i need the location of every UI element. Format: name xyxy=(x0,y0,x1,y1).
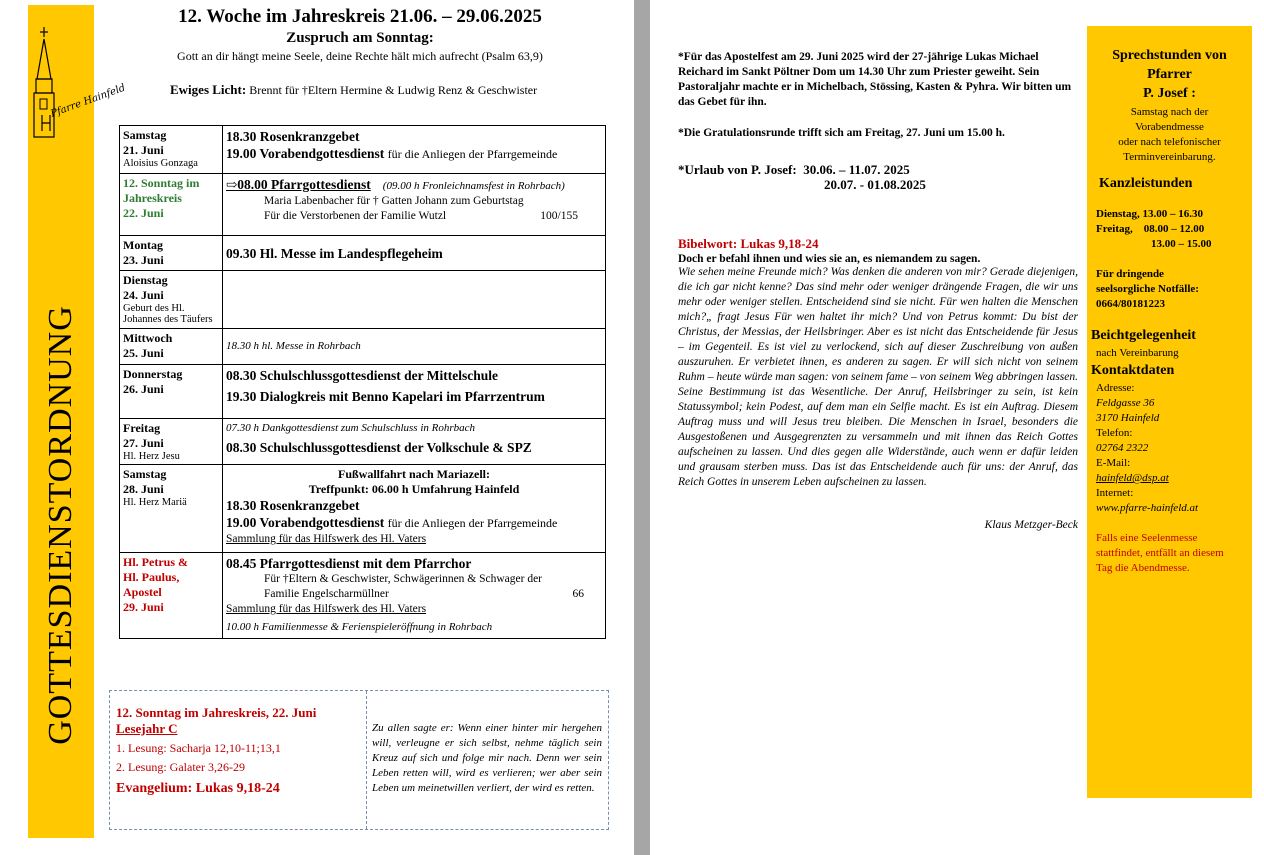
confession-title: Beichtgelegenheit xyxy=(1091,328,1196,343)
mass-note: Tag die Abendmesse. xyxy=(1096,562,1190,574)
address-line: Feldgasse 36 xyxy=(1096,397,1155,409)
web-link[interactable]: www.pfarre-hainfeld.at xyxy=(1096,502,1199,514)
day-cell: Samstag 28. Juni Hl. Herz Mariä xyxy=(120,465,223,553)
emergency-phone: 0664/80181223 xyxy=(1096,298,1166,310)
gospel-quote: Zu allen sagte er: Wenn einer hinter mir hergehen will, verleugne er sich selbst, nehme täglich sein Kreuz auf sich und folge mir nach. Denn wer sein Leben retten will, wird es verlieren; wer aber sein Leben um meinetwillen verliert, der wird es retten. xyxy=(372,722,602,794)
office-hours: Dienstag, 13.00 – 16.30 xyxy=(1096,208,1203,220)
table-row xyxy=(120,271,606,329)
event-cell xyxy=(223,271,606,329)
day-cell: 12. Sonntag im Jahreskreis 22. Juni xyxy=(120,174,223,236)
table-row xyxy=(120,419,606,465)
sunday-quote: Gott an dir hängt meine Seele, deine Rechte hält mich aufrecht (Psalm 63,9) xyxy=(177,49,543,63)
table-row xyxy=(120,553,606,639)
event-cell: Fußwallfahrt nach Mariazell: Treffpunkt: 06.00 h Umfahrung Hainfeld 18.30 Rosenkranzgebet 19.00 Vorabendgottesdienst für die Anliegen der Pfarrgemeinde Sammlung für das Hilfswerk des Hl. Vaters xyxy=(223,465,606,553)
office-hours: Freitag, 08.00 – 12.00 xyxy=(1096,223,1205,235)
office-title: Kanzleistunden xyxy=(1099,176,1193,191)
bible-author: Klaus Metzger-Beck xyxy=(984,519,1078,531)
day-cell: Hl. Petrus & Hl. Paulus, Apostel 29. Juni xyxy=(120,553,223,639)
event-cell: ⇨08.00 Pfarrgottesdienst (09.00 h Fronleichnamsfest in Rohrbach) Maria Labenbacher für † Gatten Johann zum Geburtstag Für die Verstorbenen der Familie Wutzl 100/155 xyxy=(223,174,606,236)
day-cell: Montag 23. Juni xyxy=(120,236,223,271)
mass-note: Falls eine Seelenmesse xyxy=(1096,532,1198,544)
readings-box xyxy=(109,690,609,830)
day-cell: Dienstag 24. Juni Geburt des Hl. Johannes des Täufers xyxy=(120,271,223,329)
ordination-notice: *Für das Apostelfest am 29. Juni 2025 wird der 27-jährige Lukas Michael Reichard im Sankt Pöltner Dom um 14.30 Uhr zum Priester geweiht. Sein Pastoraljahr machte er in Michelbach, Stössing, Kasten & Pyhra. Wir bitten um das Gebet für ihn. xyxy=(678,51,1072,108)
emergency-text: Für dringende xyxy=(1096,268,1164,280)
phone-number: 02764 2322 xyxy=(1096,442,1149,454)
logo-text: Pfarre Hainfeld xyxy=(49,82,127,120)
mass-note: stattfindet, entfällt an diesem xyxy=(1096,547,1224,559)
congrats-notice: *Die Gratulationsrunde trifft sich am Freitag, 27. Juni um 15.00 h. xyxy=(678,127,1005,139)
reading-2: 2. Lesung: Galater 3,26-29 xyxy=(116,760,245,774)
email-label: E-Mail: xyxy=(1096,457,1131,469)
event-cell: 07.30 h Dankgottesdienst zum Schulschluss in Rohrbach 08.30 Schulschlussgottesdienst der Volkschule & SPZ xyxy=(223,419,606,465)
eternal-light-label: Ewiges Licht: xyxy=(170,82,247,97)
contact-title: Kontaktdaten xyxy=(1091,363,1175,378)
schedule-table xyxy=(119,125,606,639)
eternal-light xyxy=(170,82,537,98)
table-row xyxy=(120,174,606,236)
hours-text: Terminvereinbarung. xyxy=(1123,151,1216,163)
day-cell: Donnerstag 26. Juni xyxy=(120,365,223,419)
table-row xyxy=(120,465,606,553)
sidebar-title: P. Josef : xyxy=(1143,86,1196,101)
day-cell: Mittwoch 25. Juni xyxy=(120,329,223,365)
event-cell: 08.45 Pfarrgottesdienst mit dem Pfarrchor Für †Eltern & Geschwister, Schwägerinnen & Schwager der Familie Engelscharmüllner 66 Sammlung für das Hilfswerk des Hl. Vaters 10.00 h Familienmesse & Ferienspieleröffnung in Rohrbach xyxy=(223,553,606,639)
event-cell: 08.30 Schulschlussgottesdienst der Mittelschule 19.30 Dialogkreis mit Benno Kapelari im Pfarrzentrum xyxy=(223,365,606,419)
address-label: Adresse: xyxy=(1096,382,1135,394)
table-row xyxy=(120,365,606,419)
sidebar-title: Sprechstunden von xyxy=(1112,48,1227,63)
hours-text: oder nach telefonischer xyxy=(1118,136,1221,148)
address-line: 3170 Hainfeld xyxy=(1096,412,1160,424)
vacation-notice: *Urlaub von P. Josef: 30.06. – 11.07. 2025 20.07. - 01.08.2025 xyxy=(678,162,926,192)
event-cell: 09.30 Hl. Messe im Landespflegeheim xyxy=(223,236,606,271)
eternal-light-text: Brennt für †Eltern Hermine & Ludwig Renz & Geschwister xyxy=(249,83,538,97)
readings-year: Lesejahr C xyxy=(116,721,178,736)
day-cell: Freitag 27. Juni Hl. Herz Jesu xyxy=(120,419,223,465)
web-label: Internet: xyxy=(1096,487,1134,499)
day-cell: Samstag 21. Juni Aloisius Gonzaga xyxy=(120,126,223,174)
bible-title: Bibelwort: Lukas 9,18-24 xyxy=(678,236,819,251)
gospel: Evangelium: Lukas 9,18-24 xyxy=(116,781,280,796)
email-link[interactable]: hainfeld@dsp.at xyxy=(1096,472,1169,484)
sidebar-title: Pfarrer xyxy=(1147,67,1192,82)
right-page xyxy=(650,0,1264,855)
event-cell: 18.30 Rosenkranzgebet 19.00 Vorabendgottesdienst für die Anliegen der Pfarrgemeinde xyxy=(223,126,606,174)
info-sidebar xyxy=(1087,26,1252,798)
table-row xyxy=(120,126,606,174)
readings-list xyxy=(116,705,362,797)
bible-lead: Doch er befahl ihnen und wies sie an, es niemandem zu sagen. xyxy=(678,253,981,265)
confession-text: nach Vereinbarung xyxy=(1096,347,1179,359)
phone-label: Telefon: xyxy=(1096,427,1133,439)
readings-title: 12. Sonntag im Jahreskreis, 22. Juni xyxy=(116,705,317,720)
hours-text: Vorabendmesse xyxy=(1135,121,1204,133)
reading-1: 1. Lesung: Sacharja 12,10-11;13,1 xyxy=(116,741,281,755)
table-row xyxy=(120,236,606,271)
vertical-title: GOTTESDIENSTORDNUNG xyxy=(42,305,79,745)
office-hours: 13.00 – 15.00 xyxy=(1151,238,1212,250)
week-title: 12. Woche im Jahreskreis 21.06. – 29.06.2025 xyxy=(178,6,542,27)
bible-text: Wie sehen meine Freunde mich? Was denken die anderen von mir? Gerade diejenigen, die ich gar nicht kenne? Das sind mehr oder weniger drängende Fragen, die wir uns mehr oder weniger stellen. Entscheidend sind sie nicht. Für wen halten die Menschen mich?„ fragt Jesus Für wen haltet ihr mich? Und von Petrus kommt: Du bist der Christus, der Messias, der Heilsbringer. Aber es ist nicht das Entscheidende für Jesus – im Gegenteil. Es ist viel zu verlockend, sich auf dieser Zuschreibung von außen auszuruhen. Er verbietet ihnen, es anderen zu sagen. Er will sich nicht von seinem Ruhm – heute würde man sagen: von seinem fame – von seinem Weg abbringen lassen. Seine Bestimmung ist das Wesentliche. Der Anruf, Heilsbringer zu sein, ist kein Statussymbol; kein Podest, auf dem man ein Selfie macht. Es ist ein Auftrag. Diesem Auftrag muss und will Jesus treu bleiben. Die Menschen in Israel, besonders die Ausgestoßenen und Ausgegrenzten zu versammeln und mit ihnen das Reich Gottes aufscheinen zu lassen. Und dies gegen alle Widerstände, auch wenn er dafür leiden und grausam sterben muss. Das ist das Entscheidende auch für uns: der Anruf, das Reich Gottes in unserem Leben aufscheinen zu lassen. xyxy=(678,266,1078,488)
sunday-title: Zuspruch am Sonntag: xyxy=(286,30,434,46)
table-row xyxy=(120,329,606,365)
side-banner xyxy=(28,5,127,838)
hours-text: Samstag nach der xyxy=(1130,106,1209,118)
event-cell: 18.30 h hl. Messe in Rohrbach xyxy=(223,329,606,365)
emergency-text: seelsorgliche Notfälle: xyxy=(1096,283,1199,295)
divider xyxy=(366,691,367,829)
